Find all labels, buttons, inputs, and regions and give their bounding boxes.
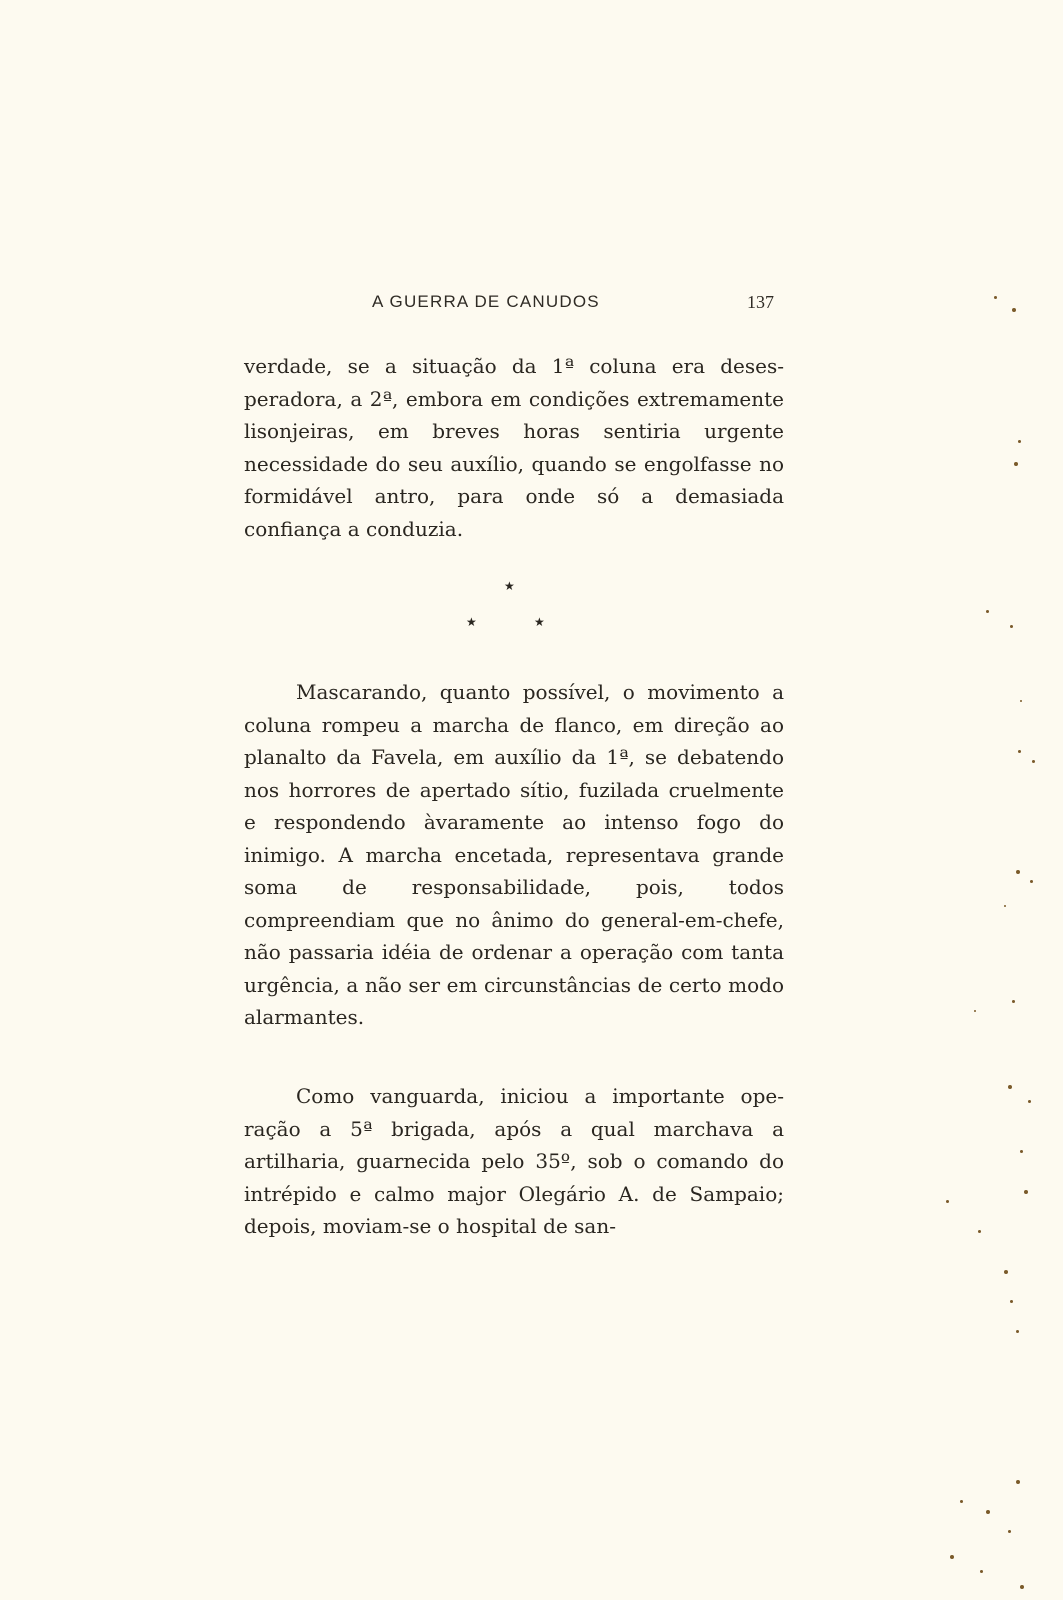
paragraph-text: Mascarando, quanto possível, o movimento a coluna rompeu a marcha de flanco, em direção ao planalto da Favela, em auxílio da 1ª, se debatendo nos horrores de apertado sítio, fuzilada cruelmente e respondendo àvaramente ao intenso fogo do inimigo. A marcha encetada, representava grande soma de responsabilidade, pois, todos compreendiam que no ânimo do general-em-chefe, não passaria idéia de ordenar a operação com tanta urgência, a não ser em circunstâncias de certo modo alarmantes. (244, 680, 784, 1029)
paragraph-1 (244, 350, 784, 545)
foxing-spot (1004, 905, 1006, 907)
paragraph-2 (244, 676, 784, 1034)
foxing-spot (994, 296, 997, 299)
running-head (0, 292, 1063, 316)
foxing-spot (1020, 700, 1022, 702)
foxing-spot (980, 1570, 983, 1573)
foxing-spot (1012, 308, 1016, 312)
foxing-spot (974, 1010, 976, 1012)
foxing-spot (1004, 1270, 1008, 1274)
foxing-spot (1032, 760, 1035, 763)
star-icon: ★ (534, 615, 545, 629)
foxing-spot (1016, 1480, 1020, 1484)
star-icon: ★ (466, 615, 477, 629)
foxing-spot (1028, 1100, 1031, 1103)
paper-foxing-spots (920, 0, 1063, 1600)
foxing-spot (946, 1200, 949, 1203)
foxing-spot (1008, 1530, 1011, 1533)
foxing-spot (986, 1510, 990, 1514)
asterism-separator (460, 580, 570, 640)
paragraph-text: verdade, se a situação da 1ª coluna era desesperadora, a 2ª, embora em condições extremamente lisonjeiras, em breves horas sentiria urgente necessidade do seu auxílio, quando se engolfasse no formidável antro, para onde só a demasiada confiança a conduzia. (244, 354, 784, 541)
foxing-spot (1018, 440, 1021, 443)
foxing-spot (1018, 750, 1021, 753)
running-title: A GUERRA DE CANUDOS (372, 292, 600, 311)
foxing-spot (1020, 1150, 1023, 1153)
foxing-spot (986, 610, 989, 613)
page-number: 137 (747, 292, 774, 312)
foxing-spot (1030, 880, 1033, 883)
paragraph-text: Como vanguarda, iniciou a importante operação a 5ª brigada, após a qual marchava a artilharia, guarnecida pelo 35º, sob o comando do intrépido e calmo major Olegário A. de Sampaio; depois, moviam-se o hospital de san- (244, 1084, 784, 1238)
foxing-spot (950, 1555, 954, 1559)
foxing-spot (978, 1230, 981, 1233)
foxing-spot (1012, 1000, 1015, 1003)
foxing-spot (1020, 1585, 1024, 1589)
foxing-spot (1010, 1300, 1013, 1303)
paragraph-3 (244, 1080, 784, 1243)
foxing-spot (1010, 625, 1013, 628)
foxing-spot (1024, 1190, 1028, 1194)
foxing-spot (1016, 1330, 1019, 1333)
foxing-spot (960, 1500, 963, 1503)
star-icon: ★ (504, 579, 515, 593)
foxing-spot (1008, 1085, 1012, 1089)
foxing-spot (1014, 462, 1018, 466)
foxing-spot (1016, 870, 1020, 874)
